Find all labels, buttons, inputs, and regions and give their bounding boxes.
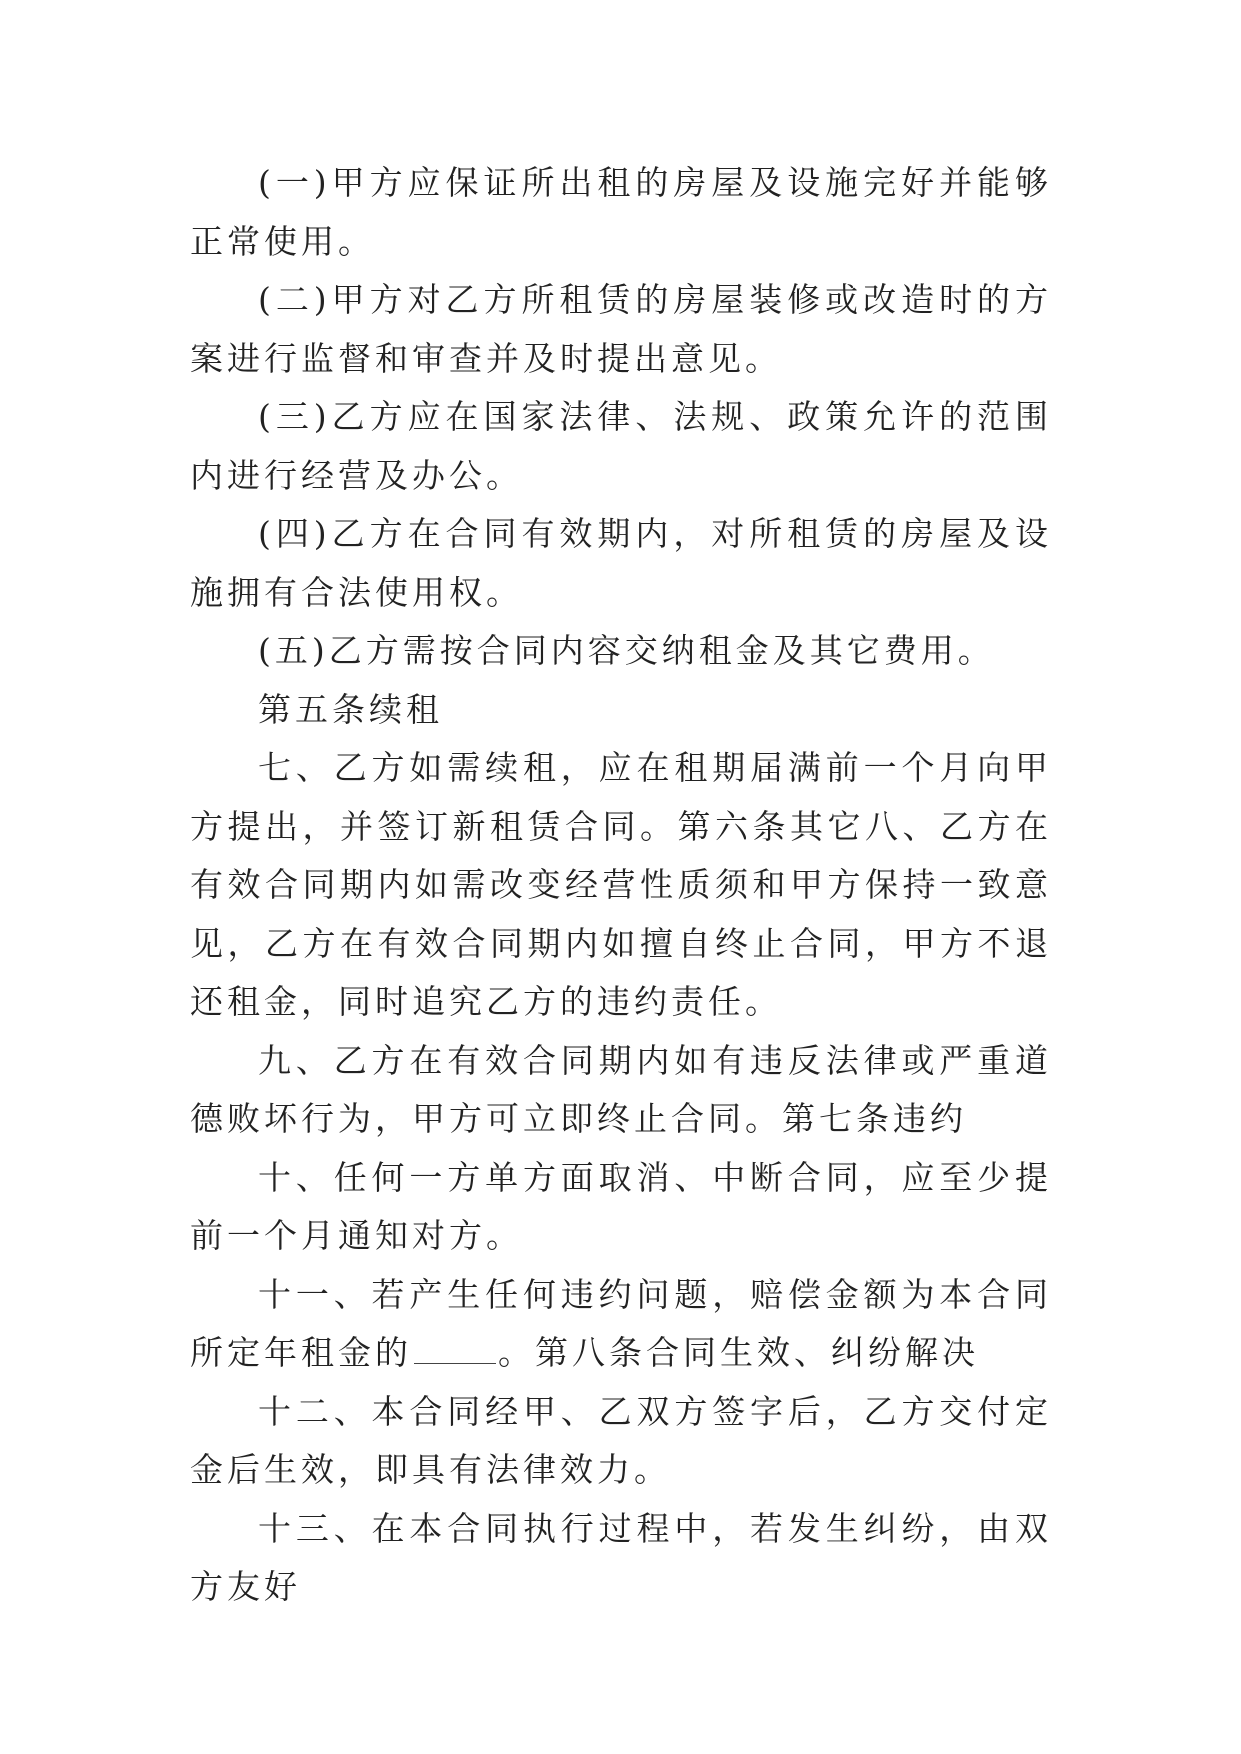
clause-5: (五)乙方需按合同内容交纳租金及其它费用。 (258, 631, 995, 670)
clause-eleven-text: 十一、若产生任何违约问题，赔偿金额为本合同所定年租金的 (190, 1274, 1052, 1372)
clause-thirteen: 十三、在本合同执行过程中，若发生纠纷，由双方友好 (190, 1508, 1052, 1606)
clause-renewal: 七、乙方如需续租，应在租期届满前一个月向甲方提出，并签订新租赁合同。第六条其它八、乙方在有效合同期内如需改变经营性质须和甲方保持一致意见，乙方在有效合同期内如擅自终止合同，甲方不退还租金，同时追究乙方的违约责任。 (190, 748, 1052, 1021)
clause-nine: 九、乙方在有效合同期内如有违反法律或严重道德败坏行为，甲方可立即终止合同。第七条违约 (190, 1040, 1052, 1138)
clause-4: (四)乙方在合同有效期内，对所租赁的房屋及设施拥有合法使用权。 (190, 514, 1052, 612)
clause-twelve: 十二、本合同经甲、乙双方签字后，乙方交付定金后生效，即具有法律效力。 (190, 1391, 1052, 1489)
document-body (190, 154, 1052, 1617)
clause-eleven-tail: 。第八条合同生效、纠纷解决 (498, 1333, 979, 1372)
clause-2: (二)甲方对乙方所租赁的房屋装修或改造时的方案进行监督和审查并及时提出意见。 (190, 280, 1052, 378)
clause-eleven (190, 1266, 1052, 1383)
clause-ten: 十、任何一方单方面取消、中断合同，应至少提前一个月通知对方。 (190, 1157, 1052, 1255)
section-heading-renewal: 第五条续租 (258, 689, 443, 729)
clause-1: (一)甲方应保证所出租的房屋及设施完好并能够正常使用。 (190, 163, 1052, 261)
clause-3: (三)乙方应在国家法律、法规、政策允许的范围内进行经营及办公。 (190, 397, 1052, 495)
fill-in-blank (414, 1337, 496, 1364)
